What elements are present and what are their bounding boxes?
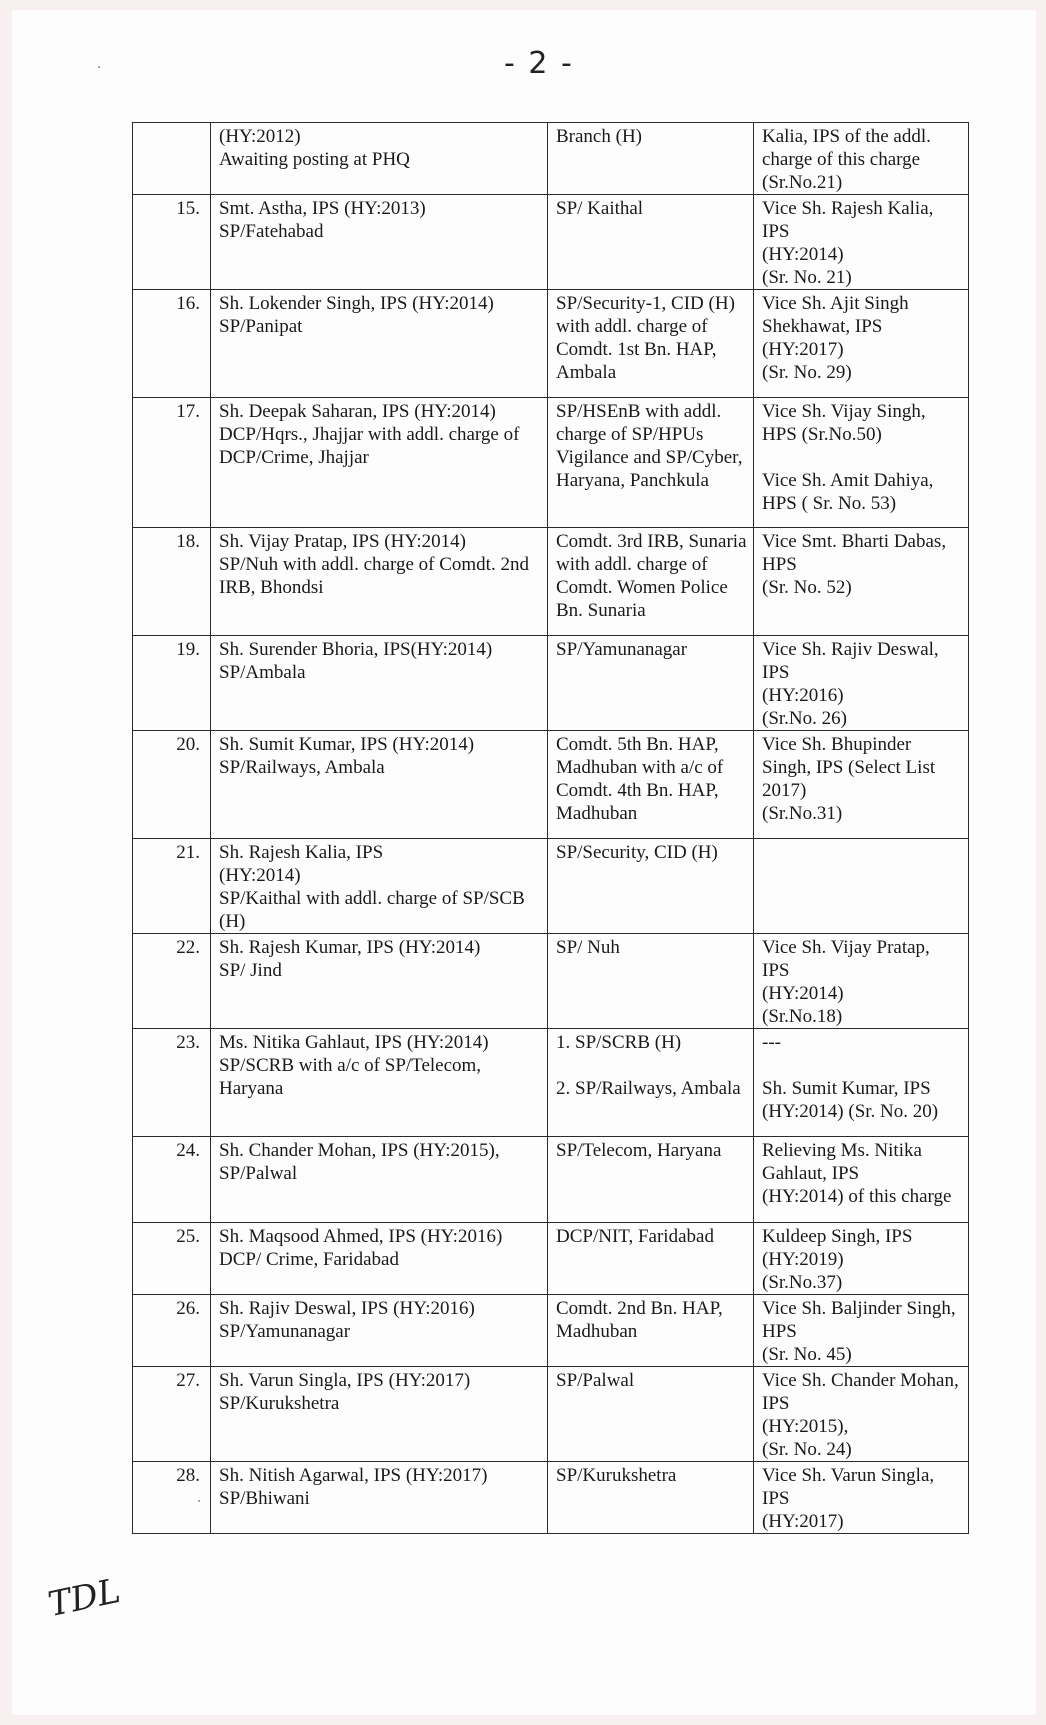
officer-cell: Sh. Rajesh Kalia, IPS (HY:2014) SP/Kaithal with addl. charge of SP/SCB (H) [211,839,548,934]
remarks-cell: Vice Sh. Vijay Pratap, IPS (HY:2014) (Sr.No.18) [754,934,969,1029]
table-row [133,731,969,839]
officer-cell: Sh. Deepak Saharan, IPS (HY:2014) DCP/Hqrs., Jhajjar with addl. charge of DCP/Crime, Jhajjar [211,398,548,528]
remarks-cell: Vice Sh. Chander Mohan, IPS (HY:2015), (Sr. No. 24) [754,1367,969,1462]
posting-cell: DCP/NIT, Faridabad [548,1223,754,1295]
posting-cell: SP/Yamunanagar [548,636,754,731]
row-number: 24. [133,1137,211,1223]
row-number: 28. [133,1462,211,1534]
row-number: 25. [133,1223,211,1295]
posting-cell: SP/ Kaithal [548,195,754,290]
remarks-cell: Vice Sh. Ajit Singh Shekhawat, IPS (HY:2017) (Sr. No. 29) [754,290,969,398]
remarks-cell: Vice Sh. Rajesh Kalia, IPS (HY:2014) (Sr. No. 21) [754,195,969,290]
officer-cell: Sh. Rajesh Kumar, IPS (HY:2014) SP/ Jind [211,934,548,1029]
table-row [133,1223,969,1295]
table-row [133,934,969,1029]
officer-cell: Smt. Astha, IPS (HY:2013) SP/Fatehabad [211,195,548,290]
remarks-cell: Relieving Ms. Nitika Gahlaut, IPS (HY:2014) of this charge [754,1137,969,1223]
table-row [133,1029,969,1137]
posting-cell: SP/Security, CID (H) [548,839,754,934]
officer-cell: Ms. Nitika Gahlaut, IPS (HY:2014) SP/SCRB with a/c of SP/Telecom, Haryana [211,1029,548,1137]
row-number: 22. [133,934,211,1029]
posting-cell: SP/HSEnB with addl. charge of SP/HPUs Vigilance and SP/Cyber, Haryana, Panchkula [548,398,754,528]
officer-cell: Sh. Lokender Singh, IPS (HY:2014) SP/Panipat [211,290,548,398]
table-row [133,528,969,636]
row-number: 16. [133,290,211,398]
page-number: - 2 - [504,46,574,81]
posting-cell: 1. SP/SCRB (H) 2. SP/Railways, Ambala [548,1029,754,1137]
remarks-cell: Vice Sh. Rajiv Deswal, IPS (HY:2016) (Sr.No. 26) [754,636,969,731]
table-row [133,123,969,195]
row-number: 26. [133,1295,211,1367]
officer-cell: Sh. Rajiv Deswal, IPS (HY:2016) SP/Yamunanagar [211,1295,548,1367]
row-number: 27. [133,1367,211,1462]
row-number: 15. [133,195,211,290]
row-number [133,123,211,195]
table-row [133,1367,969,1462]
row-number: 21. [133,839,211,934]
officer-cell: Sh. Vijay Pratap, IPS (HY:2014) SP/Nuh with addl. charge of Comdt. 2nd IRB, Bhondsi [211,528,548,636]
posting-cell: SP/Security-1, CID (H) with addl. charge of Comdt. 1st Bn. HAP, Ambala [548,290,754,398]
posting-cell: SP/Palwal [548,1367,754,1462]
remarks-cell: Vice Sh. Vijay Singh, HPS (Sr.No.50) Vice Sh. Amit Dahiya, HPS ( Sr. No. 53) [754,398,969,528]
remarks-cell: --- Sh. Sumit Kumar, IPS (HY:2014) (Sr. No. 20) [754,1029,969,1137]
row-number: 19. [133,636,211,731]
row-number: 17. [133,398,211,528]
officer-cell: Sh. Sumit Kumar, IPS (HY:2014) SP/Railways, Ambala [211,731,548,839]
table-row [133,195,969,290]
handwritten-initials: TDL [44,1570,124,1626]
remarks-cell: Vice Sh. Baljinder Singh, HPS (Sr. No. 45) [754,1295,969,1367]
table-row [133,839,969,934]
officer-cell: (HY:2012) Awaiting posting at PHQ [211,123,548,195]
table-row [133,398,969,528]
remarks-cell: Kalia, IPS of the addl. charge of this charge (Sr.No.21) [754,123,969,195]
table-row [133,636,969,731]
row-number: 18. [133,528,211,636]
scan-speck [98,66,100,68]
posting-cell: Comdt. 3rd IRB, Sunaria with addl. charge of Comdt. Women Police Bn. Sunaria [548,528,754,636]
remarks-cell: Kuldeep Singh, IPS (HY:2019) (Sr.No.37) [754,1223,969,1295]
remarks-cell: Vice Smt. Bharti Dabas, HPS (Sr. No. 52) [754,528,969,636]
remarks-cell: Vice Sh. Varun Singla, IPS (HY:2017) [754,1462,969,1534]
posting-cell: SP/Kurukshetra [548,1462,754,1534]
posting-cell: SP/ Nuh [548,934,754,1029]
remarks-cell [754,839,969,934]
posting-orders-table [132,122,969,1534]
officer-cell: Sh. Chander Mohan, IPS (HY:2015), SP/Palwal [211,1137,548,1223]
table-row [133,1462,969,1534]
document-page [12,10,1036,1715]
officer-cell: Sh. Nitish Agarwal, IPS (HY:2017) SP/Bhiwani [211,1462,548,1534]
table-row [133,1137,969,1223]
table-row [133,290,969,398]
table-row [133,1295,969,1367]
remarks-cell: Vice Sh. Bhupinder Singh, IPS (Select List 2017) (Sr.No.31) [754,731,969,839]
row-number: 20. [133,731,211,839]
row-number: 23. [133,1029,211,1137]
officer-cell: Sh. Varun Singla, IPS (HY:2017) SP/Kurukshetra [211,1367,548,1462]
officer-cell: Sh. Maqsood Ahmed, IPS (HY:2016) DCP/ Crime, Faridabad [211,1223,548,1295]
posting-cell: Comdt. 5th Bn. HAP, Madhuban with a/c of Comdt. 4th Bn. HAP, Madhuban [548,731,754,839]
officer-cell: Sh. Surender Bhoria, IPS(HY:2014) SP/Ambala [211,636,548,731]
posting-cell: Comdt. 2nd Bn. HAP, Madhuban [548,1295,754,1367]
posting-cell: SP/Telecom, Haryana [548,1137,754,1223]
posting-cell: Branch (H) [548,123,754,195]
